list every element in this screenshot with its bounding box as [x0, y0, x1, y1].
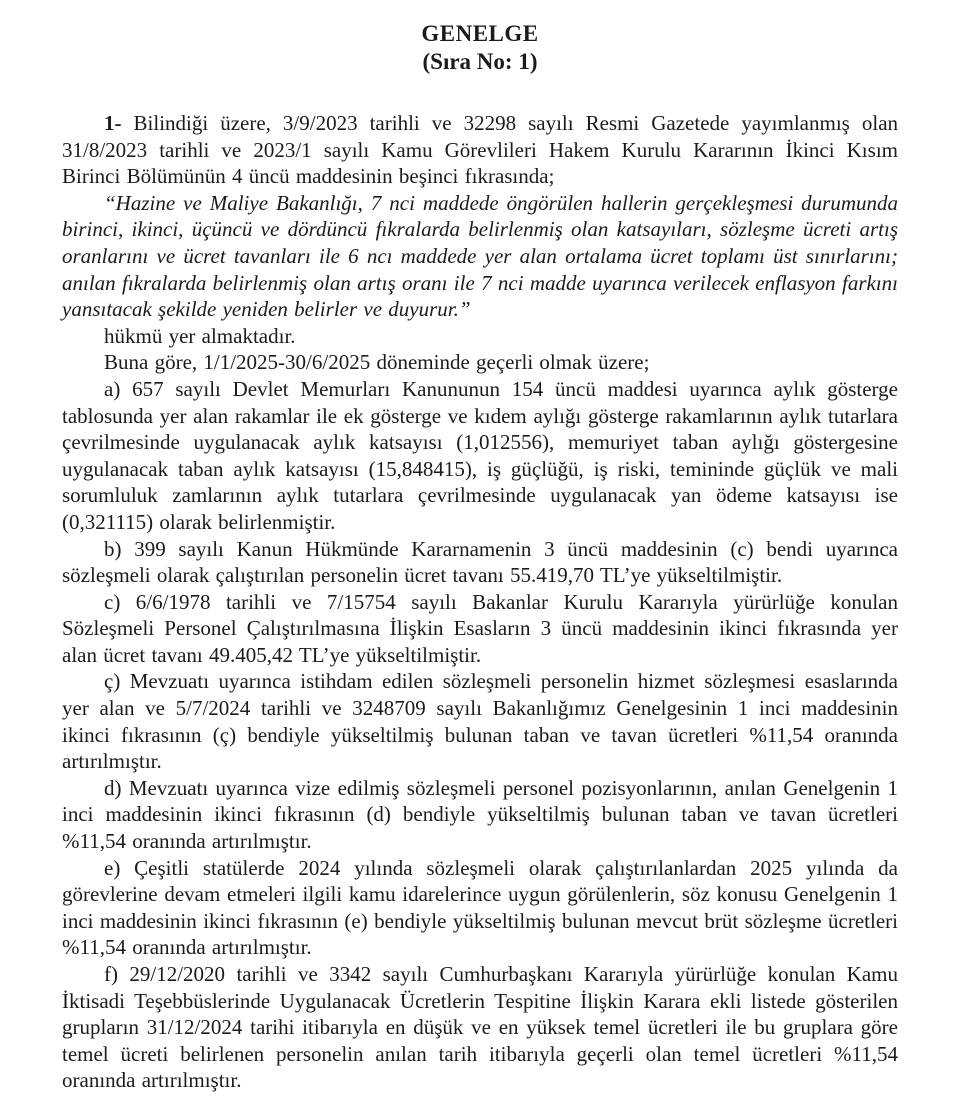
- paragraph-intro: [62, 110, 898, 190]
- document-subtitle: (Sıra No: 1): [422, 49, 538, 74]
- paragraph-intro-text: Bilindiği üzere, 3/9/2023 tarihli ve 32298 sayılı Resmi Gazetede yayımlanmış olan 31/8/2023 tarihli ve 2023/1 sayılı Kamu Görevlileri Hakem Kurulu Kararının İkinci Kısım Birinci Bölümünün 4 üncü maddesinin beşinci fıkrasında;: [62, 111, 899, 189]
- paragraph-item-c: c) 6/6/1978 tarihli ve 7/15754 sayılı Bakanlar Kurulu Kararıyla yürürlüğe konulan Sözleşmeli Personel Çalıştırılmasına İlişkin Esasların 3 üncü maddesinin ikinci fıkrasında yer alan ücret tavanı 49.405,42 TL’ye yükseltilmiştir.: [62, 589, 898, 667]
- paragraph-buna-gore: Buna göre, 1/1/2025-30/6/2025 döneminde geçerli olmak üzere;: [104, 350, 650, 375]
- paragraph-item-f: f) 29/12/2020 tarihli ve 3342 sayılı Cumhurbaşkanı Kararıyla yürürlüğe konulan Kamu İktisadi Teşebbüslerinde Uygulanacak Ücretlerin Tespitine İlişkin Karara ekli listede gösterilen grupların 31/12/2024 tarihi itibarıyla en düşük ve en yüksek temel ücretleri ile bu gruplara göre temel ücreti belirlenen personelin anılan tarih itibarıyla geçerli olan temel ücretleri %11,54 oranında artırılmıştır.: [62, 962, 898, 1093]
- title-block: [62, 20, 898, 76]
- paragraph-item-d: d) Mevzuatı uyarınca vize edilmiş sözleşmeli personel pozisyonlarının, anılan Genelgenin 1 inci maddesinin ikinci fıkrasının (d) bendiyle yükseltilmiş bulunan taban ve tavan ücretleri %11,54 oranında artırılmıştır.: [62, 775, 898, 854]
- paragraph-hukmu: hükmü yer almaktadır.: [104, 323, 296, 348]
- paragraph-quote: “Hazine ve Maliye Bakanlığı, 7 nci maddede öngörülen hallerin gerçekleşmesi durumunda birinci, ikinci, üçüncü ve dördüncü fıkralarda belirlenmiş olan katsayıları, sözleşme ücreti artış oranlarını ve ücret tavanları ile 6 ncı maddede yer alan ortalama ücret toplamı üst sınırlarını; anılan fıkralarda belirlenmiş olan artış oranı ile 7 nci madde uyarınca verilecek enflasyon farkını yansıtacak şekilde yeniden belirler ve duyurur.”: [62, 190, 898, 322]
- document-body: [62, 110, 898, 1094]
- paragraph-item-c-cedilla: ç) Mevzuatı uyarınca istihdam edilen sözleşmeli personelin hizmet sözleşmesi esaslarında yer alan ve 5/7/2024 tarihli ve 3248709 sayılı Bakanlığımız Genelgesinin 1 inci maddesinin ikinci fıkrasının (ç) bendiyle yükseltilmiş bulunan taban ve tavan ücretleri %11,54 oranında artırılmıştır.: [62, 669, 898, 774]
- paragraph-item-b: b) 399 sayılı Kanun Hükmünde Kararnamenin 3 üncü maddesinin (c) bendi uyarınca sözleşmeli olarak çalıştırılan personelin ücret tavanı 55.419,70 TL’ye yükseltilmiştir.: [62, 536, 898, 588]
- paragraph-item-e: e) Çeşitli statülerde 2024 yılında sözleşmeli olarak çalıştırılanlardan 2025 yılında da görevlerine devam etmeleri ilgili kamu idarelerince uygun görülenlerin, söz konusu Genelgenin 1 inci maddesinin ikinci fıkrasının (e) bendiyle yükseltilmiş bulunan mevcut brüt sözleşme ücretleri %11,54 oranında artırılmıştır.: [62, 855, 898, 960]
- paragraph-intro-lead: 1-: [104, 111, 122, 135]
- paragraph-item-a: a) 657 sayılı Devlet Memurları Kanununun 154 üncü maddesi uyarınca aylık gösterge tablosunda yer alan rakamlar ile ek gösterge ve kıdem aylığı gösterge rakamlarının aylık tutarlara çevrilmesinde uygulanacak aylık katsayısı (1,012556), memuriyet taban aylığı göstergesine uygulanacak taban aylık katsayısı (15,848415), iş güçlüğü, iş riski, temininde güçlük ve mali sorumluluk zamlarının aylık tutarlara çevrilmesinde uygulanacak yan ödeme katsayısı ise (0,321115) olarak belirlenmiştir.: [62, 376, 898, 534]
- document-title: GENELGE: [421, 21, 539, 46]
